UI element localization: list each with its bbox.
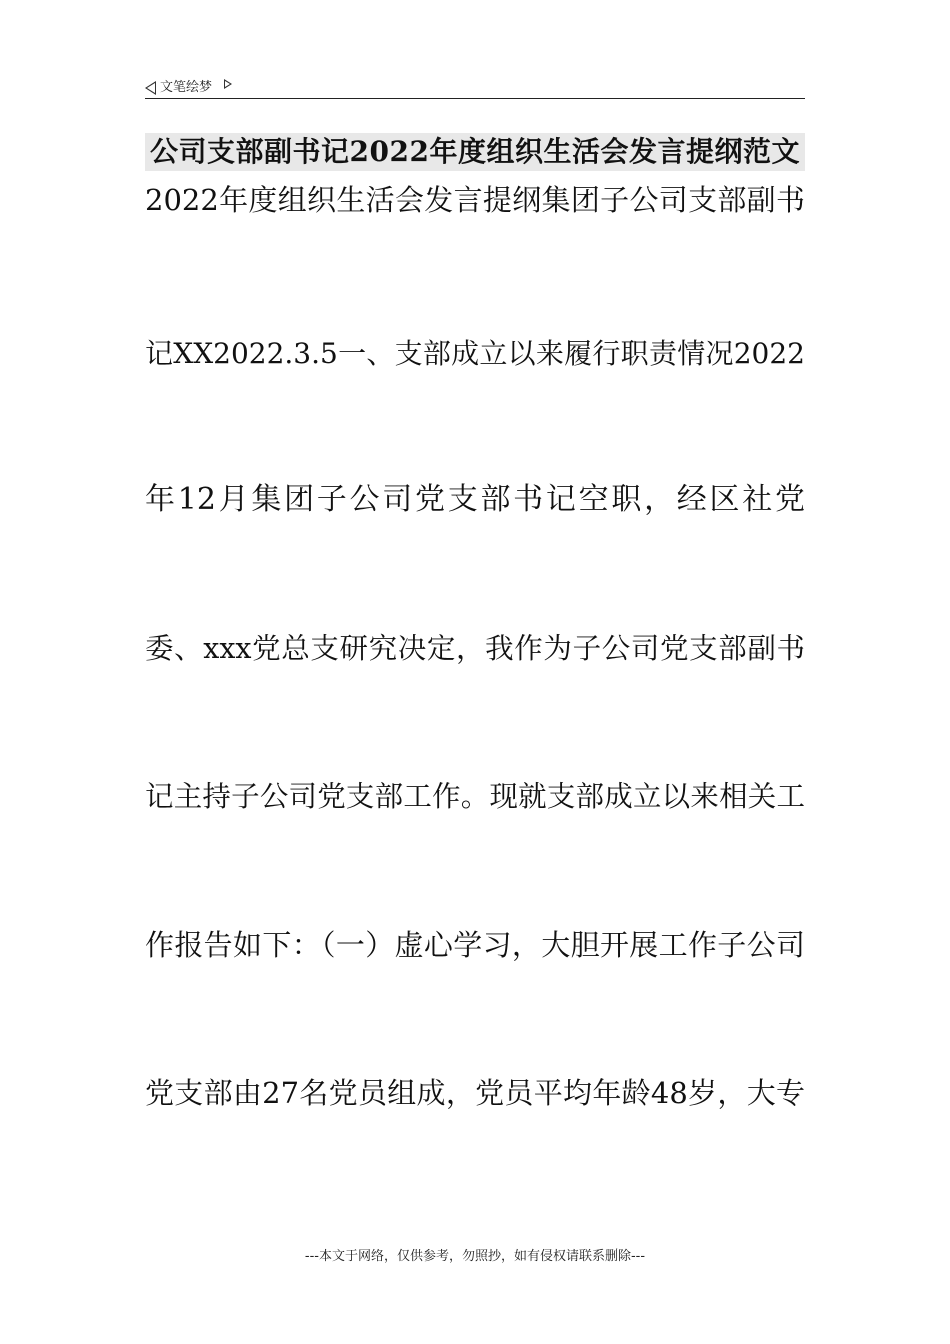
triangle-right-icon [224,79,232,89]
body-line-5: 记主持子公司党支部工作。现就支部成立以来相关工 [145,780,805,813]
triangle-left-icon [145,81,156,95]
body-line-6: 作报告如下：（一）虚心学习，大胆开展工作子公司 [145,928,805,962]
body-line-4: 委、xxx党总支研究决定，我作为子公司党支部副书 [145,632,805,665]
page-header [145,72,805,99]
body-line-3: 年12月集团子公司党支部书记空职，经区社党 [145,482,805,517]
footer-notice: ---本文于网络，仅供参考，勿照抄，如有侵权请联系删除--- [304,1249,646,1264]
document-title: 公司支部副书记2022年度组织生活会发言提纲范文 [145,133,805,171]
header-brand [145,76,232,95]
body-line-7: 党支部由27名党员组成，党员平均年龄48岁，大专 [145,1076,805,1110]
body-line-1: 2022年度组织生活会发言提纲集团子公司支部副书 [145,183,805,217]
body-line-2: 记XX2022.3.5一、支部成立以来履行职责情况2022 [145,337,805,370]
brand-text: 文笔绘梦 [160,80,213,95]
